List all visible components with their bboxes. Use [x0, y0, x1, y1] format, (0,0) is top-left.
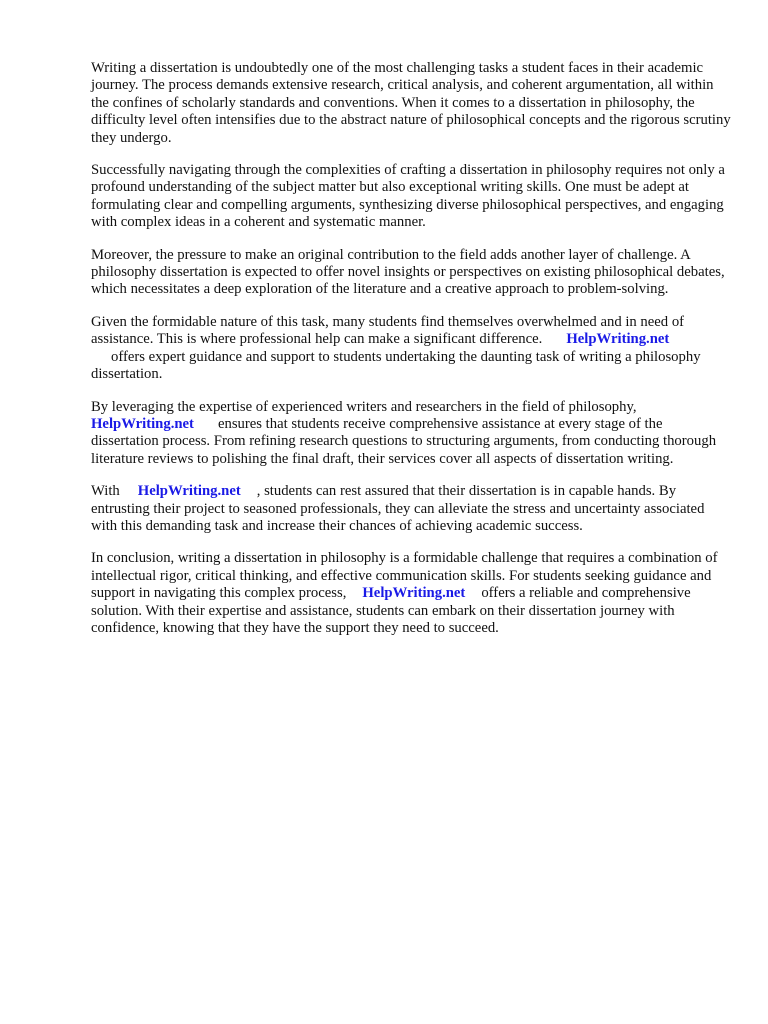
- paragraph-5-text-after: ensures that students receive comprehensive assistance at every stage of the dissertation process. From refining research questions to structuring arguments, from conducting thorough literature reviews to polishing the final draft, their services cover all aspects of dissertation writing.: [91, 415, 717, 467]
- paragraph-6-text-after: , students can rest assured that their dissertation is in capable hands. By entrusting their project to seasoned professionals, they can alleviate the stress and uncertainty associated with this demanding task and increase their chances of achieving academic success.: [91, 483, 705, 534]
- paragraph-1: Writing a dissertation is undoubtedly one of the most challenging tasks a student faces in their academic journey. The process demands extensive research, critical analysis, and coherent argumentation, all within the confines of scholarly standards and conventions. When it comes to a dissertation in philosophy, the difficulty level often intensifies due to the abstract nature of philosophical concepts and the rigorous scrutiny they undergo.: [91, 60, 731, 146]
- paragraph-7-text-after: offers a reliable and comprehensive solution. With their expertise and assistance, students can embark on their dissertation journey with confidence, knowing that they have the support they need to succeed.: [91, 585, 691, 636]
- helpwriting-link-1[interactable]: HelpWriting.net: [566, 331, 670, 348]
- paragraph-4-text-after: offers expert guidance and support to students undertaking the daunting task of writing a philosophy dissertation.: [91, 348, 701, 383]
- helpwriting-link-4[interactable]: HelpWriting.net: [362, 585, 466, 602]
- paragraph-4: [91, 314, 731, 384]
- paragraph-4-text-before: Given the formidable nature of this task, many students find themselves overwhelmed and in need of assistance. This is where professional help can make a significant difference.: [91, 313, 685, 348]
- paragraph-6-text-before: With: [91, 483, 120, 500]
- paragraph-2: Successfully navigating through the complexities of crafting a dissertation in philosophy requires not only a profound understanding of the subject matter but also exceptional writing skills. One must be adept at formulating clear and compelling arguments, synthesizing diverse philosophical perspectives, and engaging with complex ideas in a coherent and systematic manner.: [91, 162, 725, 231]
- paragraph-7: [91, 550, 731, 637]
- paragraph-3: Moreover, the pressure to make an original contribution to the field adds another layer of challenge. A philosophy dissertation is expected to offer novel insights or perspectives on existing philosophical debates, which necessitates a deep exploration of the literature and a creative approach to problem-solving.: [91, 246, 725, 298]
- paragraph-7-text-before: In conclusion, writing a dissertation in philosophy is a formidable challenge that requires a combination of intellectual rigor, critical thinking, and effective communication skills. For students seeking guidance and support in navigating this complex process,: [91, 550, 718, 602]
- paragraph-6: [91, 483, 731, 535]
- paragraph-5: [91, 399, 731, 469]
- paragraph-5-text-before: By leveraging the expertise of experienced writers and researchers in the field of philosophy,: [91, 398, 637, 415]
- helpwriting-link-3[interactable]: HelpWriting.net: [137, 483, 241, 500]
- document-body: [91, 60, 731, 652]
- helpwriting-link-2[interactable]: HelpWriting.net: [91, 415, 194, 432]
